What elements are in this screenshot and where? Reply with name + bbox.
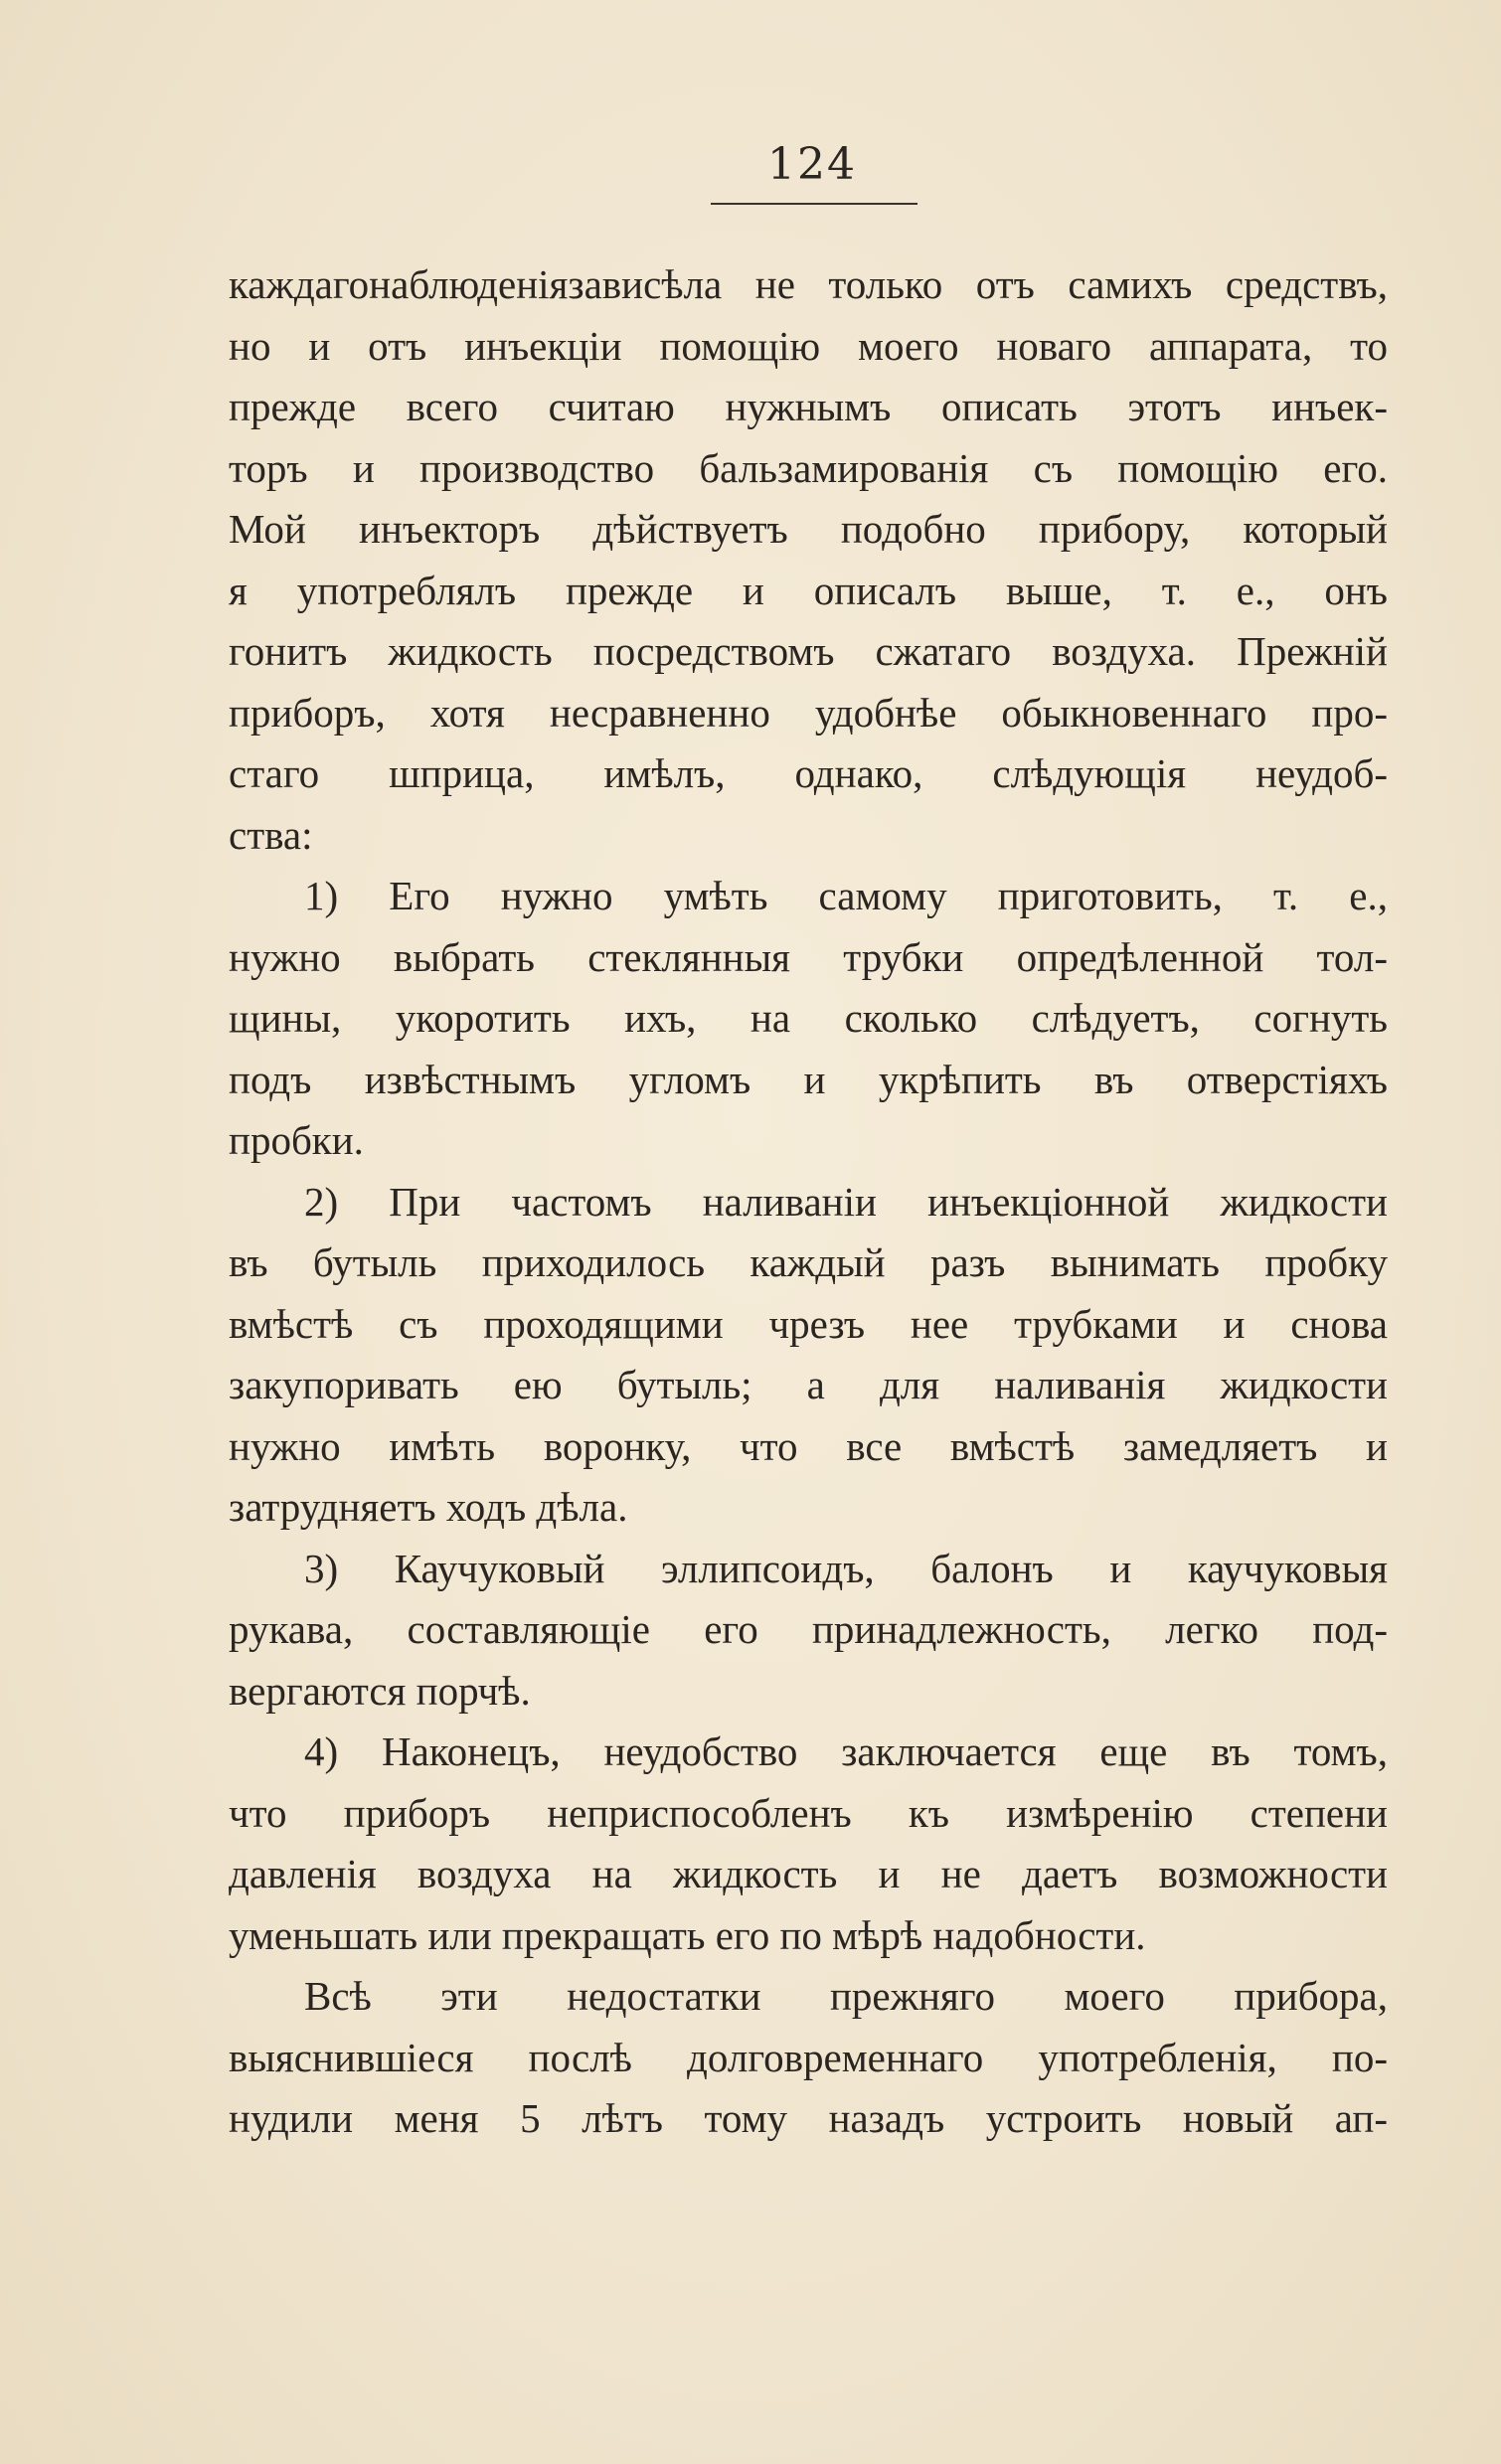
text-line: 2) При частомъ наливаніи инъекціонной жидкости: [304, 1178, 1388, 1225]
text-line: щины, укоротить ихъ, на сколько слѣдуетъ, согнуть: [229, 995, 1388, 1041]
text-line: подъ извѣстнымъ угломъ и укрѣпить въ отверстіяхъ: [229, 1056, 1388, 1102]
text-line: я употреблялъ прежде и описалъ выше, т. е., онъ: [229, 567, 1388, 613]
text-line: закупоривать ею бутыль; а для наливанія жидкости: [229, 1362, 1388, 1407]
text-line: каждагонаблюденіязависѣла не только отъ самихъ средствъ,: [229, 261, 1388, 307]
text-line: давленія воздуха на жидкость и не даетъ возможности: [229, 1851, 1388, 1896]
text-line: 1) Его нужно умѣть самому приготовить, т. е.,: [304, 873, 1388, 918]
text-line: прежде всего считаю нужнымъ описать этотъ инъек-: [229, 384, 1388, 429]
text-line: пробки.: [229, 1117, 364, 1163]
text-line: Всѣ эти недостатки прежняго моего прибора,: [304, 1973, 1388, 2019]
text-line: затрудняетъ ходъ дѣла.: [229, 1484, 628, 1530]
text-line: стаго шприца, имѣлъ, однако, слѣдующія неудоб-: [229, 750, 1388, 796]
text-line: выяснившіеся послѣ долговременнаго употребленія, по-: [229, 2034, 1388, 2080]
text-line: вергаются порчѣ.: [229, 1667, 531, 1714]
header-rule: [711, 203, 917, 205]
text-line: нужно имѣть воронку, что все вмѣстѣ замедляетъ и: [229, 1422, 1388, 1469]
text-line: приборъ, хотя несравненно удобнѣе обыкновеннаго про-: [229, 689, 1388, 736]
text-line: торъ и производство бальзамированія съ помощію его.: [229, 444, 1388, 491]
body-text: [229, 254, 1388, 2150]
text-line: 4) Наконецъ, неудобство заключается еще въ томъ,: [304, 1728, 1388, 1774]
text-line: уменьшать или прекращать его по мѣрѣ надобности.: [229, 1911, 1146, 1958]
text-line: 3) Каучуковый эллипсоидъ, балонъ и каучуковыя: [304, 1545, 1388, 1591]
text-line: ства:: [229, 811, 313, 858]
page-number: 124: [767, 139, 857, 190]
text-line: нужно выбрать стеклянныя трубки опредѣленной тол-: [229, 933, 1388, 980]
text-line: вмѣстѣ съ проходящими чрезъ нее трубками и снова: [229, 1300, 1388, 1347]
text-line: рукава, составляющіе его принадлежность, легко под-: [229, 1606, 1388, 1652]
text-line: но и отъ инъекціи помощію моего новаго аппарата, то: [229, 322, 1388, 369]
text-line: гонитъ жидкость посредствомъ сжатаго воздуха. Прежній: [229, 628, 1388, 674]
text-line: въ бутыль приходилось каждый разъ вынимать пробку: [229, 1239, 1388, 1285]
text-line: Мой инъекторъ дѣйствуетъ подобно прибору, который: [229, 506, 1388, 552]
text-line: нудили меня 5 лѣтъ тому назадъ устроить новый ап-: [229, 2095, 1388, 2141]
text-line: что приборъ неприспособленъ къ измѣренію степени: [229, 1789, 1388, 1836]
